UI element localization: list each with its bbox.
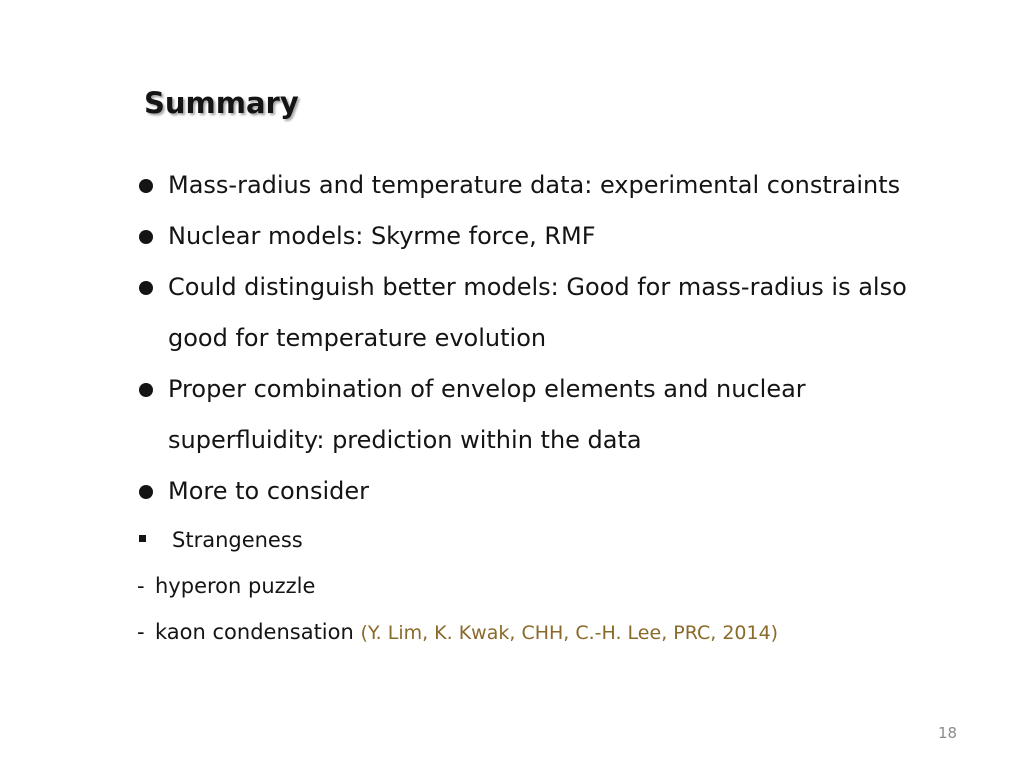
bullet-text: More to consider: [168, 477, 369, 505]
dash-marker: -: [137, 574, 145, 598]
slide-title: Summary: [144, 86, 299, 120]
bullet-text: Mass-radius and temperature data: experimental constraints: [168, 171, 901, 199]
bullet-text: Nuclear models: Skyrme force, RMF: [168, 222, 596, 250]
sub-item-strangeness: [137, 517, 937, 563]
square-bullet-icon: [139, 535, 146, 542]
bullet-item: [137, 466, 937, 517]
dash-marker: -: [137, 620, 145, 644]
sub-item-label: hyperon puzzle: [155, 574, 316, 598]
bullet-text: Could distinguish better models: Good for mass-radius is also good for temperature evolution: [168, 273, 907, 352]
bullet-item: [137, 211, 937, 262]
summary-list: [137, 160, 937, 656]
sub-item-kaon: [137, 609, 937, 656]
bullet-item: [137, 262, 937, 364]
sub-item-hyperon: [137, 563, 937, 609]
bullet-text: Proper combination of envelop elements and nuclear superfluidity: prediction within the data: [168, 375, 806, 454]
page-number: 18: [938, 724, 958, 742]
bullet-item: [137, 160, 937, 211]
sub-item-label: Strangeness: [172, 528, 303, 552]
bullet-item: [137, 364, 937, 466]
bullet-dot-icon: [139, 485, 153, 499]
bullet-dot-icon: [139, 230, 153, 244]
bullet-dot-icon: [139, 179, 153, 193]
bullet-dot-icon: [139, 383, 153, 397]
bullet-dot-icon: [139, 281, 153, 295]
sub-item-label: kaon condensation: [155, 620, 354, 644]
citation: (Y. Lim, K. Kwak, CHH, C.-H. Lee, PRC, 2014): [360, 622, 779, 644]
